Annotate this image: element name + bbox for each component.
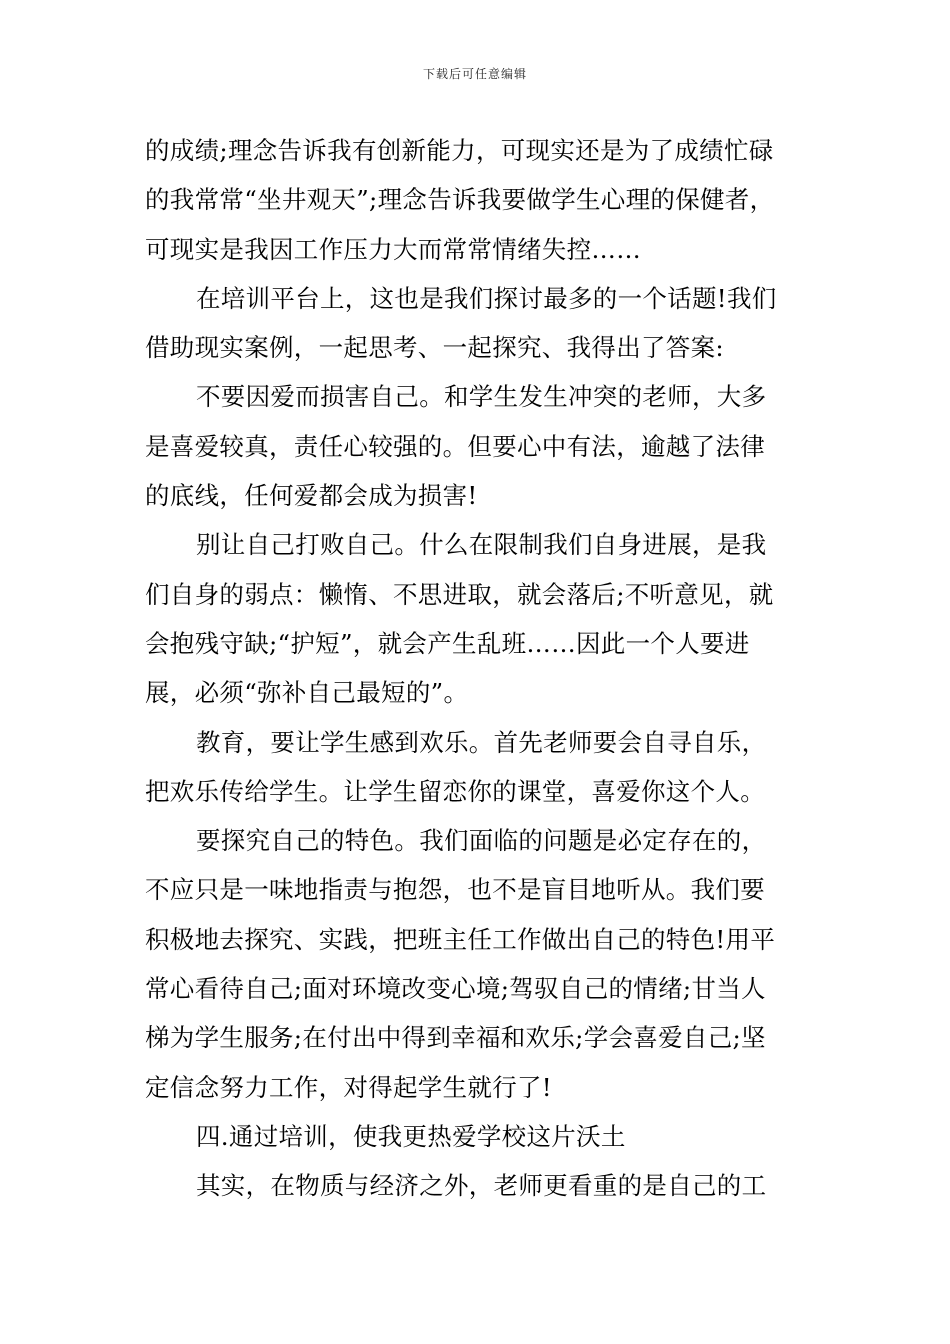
- text-line: 们自身的弱点：懒惰、不思进取，就会落后;不听意见，就: [145, 579, 774, 609]
- text-line: 不应只是一味地指责与抱怨，也不是盲目地听从。我们要: [145, 875, 765, 905]
- text-line: 展，必须“弥补自己最短的”。: [145, 678, 469, 708]
- text-line: 是喜爱较真，责任心较强的。但要心中有法，逾越了法律: [145, 431, 765, 461]
- text-line: 可现实是我因工作压力大而常常情绪失控……: [145, 234, 641, 264]
- paragraph-first-line: 在培训平台上，这也是我们探讨最多的一个话题!我们: [196, 283, 777, 313]
- paragraph-first-line: 其实，在物质与经济之外，老师更看重的是自己的工: [196, 1171, 767, 1201]
- paragraph-first-line: 别让自己打败自己。什么在限制我们自身进展，是我: [196, 530, 767, 560]
- text-line: 定信念努力工作，对得起学生就行了!: [145, 1072, 552, 1102]
- page-header: 下载后可任意编辑: [422, 67, 527, 81]
- paragraph-first-line: 不要因爱而损害自己。和学生发生冲突的老师，大多: [196, 382, 767, 412]
- text-line: 梯为学生服务;在付出中得到幸福和欢乐;学会喜爱自己;坚: [145, 1023, 766, 1053]
- text-line: 的底线，任何爱都会成为损害!: [145, 481, 478, 511]
- document-body: [145, 126, 805, 1211]
- text-line: 积极地去探究、实践，把班主任工作做出自己的特色!用平: [145, 924, 776, 954]
- text-line: 借助现实案例，一起思考、一起探究、我得出了答案:: [145, 333, 724, 363]
- text-line: 会抱残守缺;“护短”，就会产生乱班……因此一个人要进: [145, 628, 750, 658]
- section-heading: 四.通过培训，使我更热爱学校这片沃土: [196, 1121, 626, 1151]
- paragraph-first-line: 教育，要让学生感到欢乐。首先老师要会自寻自乐，: [196, 727, 767, 757]
- text-line: 的成绩;理念告诉我有创新能力，可现实还是为了成绩忙碌: [145, 136, 774, 165]
- text-line: 常心看待自己;面对环境改变心境;驾驭自己的情绪;甘当人: [145, 974, 766, 1004]
- text-line: 把欢乐传给学生。让学生留恋你的课堂，喜爱你这个人。: [145, 776, 765, 806]
- text-line: 的我常常“坐井观天”;理念告诉我要做学生心理的保健者，: [145, 185, 775, 215]
- paragraph-first-line: 要探究自己的特色。我们面临的问题是必定存在的，: [196, 826, 767, 856]
